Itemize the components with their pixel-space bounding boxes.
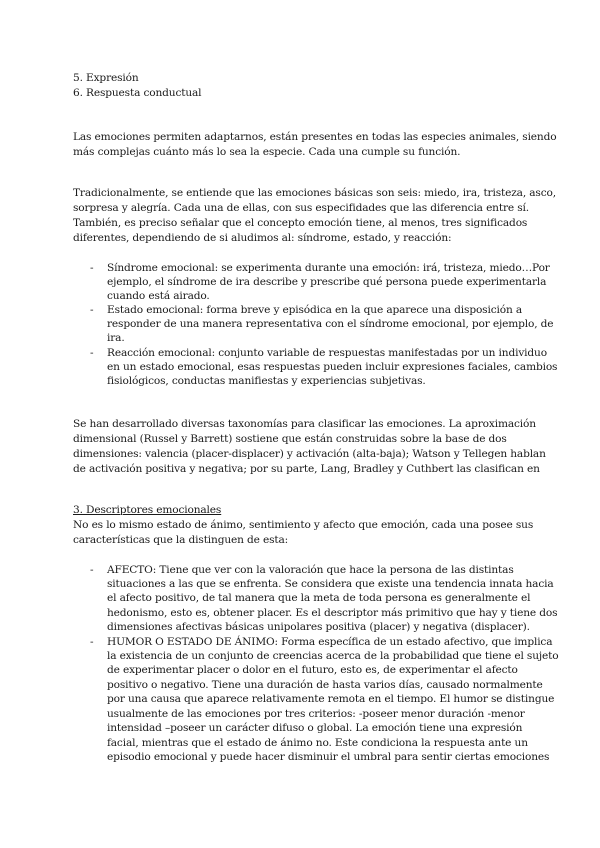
bullet-line: hedonismo, esto es, obtener placer. Es el descriptor más primitivo que hay y tiene dos: [107, 607, 558, 619]
bullet-line: Síndrome emocional: se experimenta durante una emoción: irá, tristeza, miedo…Por: [107, 262, 550, 274]
paragraph-line: más complejas cuánto más lo sea la especie. Cada una cumple su función.: [73, 146, 461, 158]
bullet-line: dimensiones afectivas básicas unipolares positiva (placer) y negativa (displacer).: [107, 621, 530, 633]
paragraph-line: No es lo mismo estado de ánimo, sentimiento y afecto que emoción, cada una posee sus: [73, 519, 534, 531]
bullet-line: Estado emocional: forma breve y episódica en la que aparece una disposición a: [107, 304, 523, 316]
paragraph-line: Se han desarrollado diversas taxonomías para clasificar las emociones. La aproximación: [73, 418, 536, 430]
section-heading: 3. Descriptores emocionales: [73, 504, 222, 516]
bullet-line: la existencia de un conjunto de creencias acerca de la probabilidad que tiene el sujeto: [107, 650, 559, 662]
bullet-line: el afecto positivo, de tal manera que la meta de toda persona es generalmente el: [107, 592, 531, 604]
bullet-line: cuando está airado.: [107, 290, 210, 302]
paragraph-line: También, es preciso señalar que el concepto emoción tiene, al menos, tres significados: [73, 217, 528, 229]
bullet-line: usualmente de las emociones por tres criterios: -poseer menor duración -menor: [107, 708, 525, 720]
bullet-marker: -: [90, 262, 94, 274]
bullet-line: en un estado emocional, esas respuestas pueden incluir expresiones faciales, cambios: [107, 361, 558, 373]
paragraph-line: dimensional (Russel y Barrett) sostiene que están construidas sobre la base de dos: [73, 433, 507, 445]
paragraph-line: Tradicionalmente, se entiende que las emociones básicas son seis: miedo, ira, tristeza, asco,: [73, 187, 556, 199]
bullet-line: intensidad –poseer un carácter difuso o global. La emoción tiene una expresión: [107, 722, 523, 734]
paragraph-line: características que la distinguen de esta:: [73, 534, 289, 546]
bullet-marker: -: [90, 347, 94, 359]
bullet-marker: -: [90, 304, 94, 316]
list-item: 5. Expresión: [73, 72, 139, 84]
bullet-line: por una causa que aparece relativamente remota en el tiempo. El humor se distingue: [107, 693, 555, 705]
bullet-marker: -: [90, 564, 94, 576]
bullet-line: fisiológicos, conductas manifiestas y experiencias subjetivas.: [107, 375, 426, 387]
paragraph-line: de activación positiva y negativa; por su parte, Lang, Bradley y Cuthbert las clasifican en: [73, 463, 540, 475]
bullet-line: AFECTO: Tiene que ver con la valoración que hace la persona de las distintas: [107, 564, 514, 576]
bullet-line: HUMOR O ESTADO DE ÁNIMO: Forma específica de un estado afectivo, que implica: [107, 636, 553, 648]
bullet-line: facial, mientras que el estado de ánimo no. Este condiciona la respuesta ante un: [107, 737, 528, 749]
bullet-line: ejemplo, el síndrome de ira describe y prescribe qué persona puede experimentarla: [107, 276, 547, 288]
bullet-line: de experimentar placer o dolor en el futuro, esto es, de experimentar el afecto: [107, 664, 518, 676]
list-item: 6. Respuesta conductual: [73, 87, 202, 99]
paragraph-line: dimensiones: valencia (placer-displacer) y activación (alta-baja); Watson y Tellegen hablan: [73, 448, 546, 460]
bullet-line: Reacción emocional: conjunto variable de respuestas manifestadas por un individuo: [107, 347, 547, 359]
bullet-line: ira.: [107, 332, 125, 344]
bullet-line: responder de una manera representativa con el síndrome emocional, por ejemplo, de: [107, 318, 554, 330]
bullet-line: situaciones a las que se enfrenta. Se considera que existe una tendencia innata hacia: [107, 578, 554, 590]
bullet-line: positivo o negativo. Tiene una duración de hasta varios días, causado normalmente: [107, 679, 543, 691]
paragraph-line: diferentes, dependiendo de si aludimos al: síndrome, estado, y reacción:: [73, 232, 452, 244]
paragraph-line: sorpresa y alegría. Cada una de ellas, con sus especifidades que las diferencia entre sí.: [73, 202, 529, 214]
paragraph-line: Las emociones permiten adaptarnos, están presentes en todas las especies animales, siendo: [73, 131, 557, 143]
bullet-marker: -: [90, 636, 94, 648]
bullet-line: episodio emocional y puede hacer disminuir el umbral para sentir ciertas emociones: [107, 751, 550, 763]
